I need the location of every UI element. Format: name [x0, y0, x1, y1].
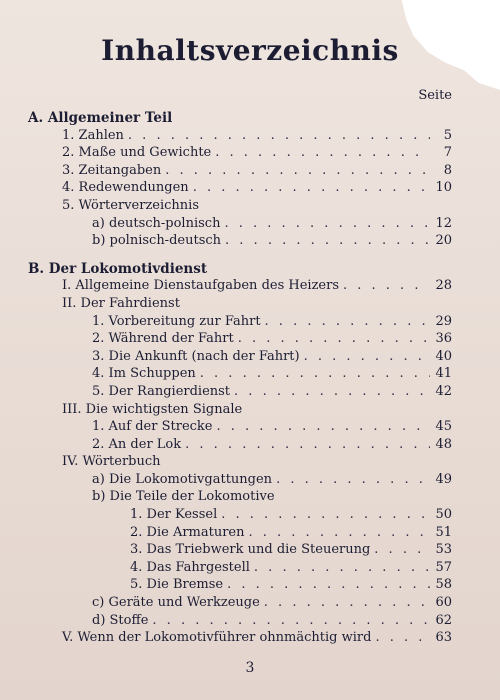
dot-leader	[215, 145, 430, 160]
toc-entry	[28, 437, 452, 455]
dot-leader	[254, 560, 430, 575]
toc-entry-label: a) Die Lokomotivgattungen	[92, 471, 273, 487]
page-number: 3	[245, 660, 255, 676]
toc-entry	[28, 331, 452, 349]
toc-entry	[28, 489, 452, 507]
toc-entry-page: 29	[435, 313, 452, 329]
toc-entry	[28, 314, 452, 332]
dot-leader	[276, 472, 430, 487]
toc-entry-label: 2. Die Armaturen	[130, 524, 245, 540]
toc-entry	[28, 419, 452, 437]
toc-entry	[28, 507, 452, 525]
toc-entry	[28, 472, 452, 490]
toc-entry-page: 41	[435, 366, 452, 382]
dot-leader	[225, 233, 430, 248]
toc-entry-page: 28	[435, 278, 452, 294]
dot-leader	[152, 613, 430, 628]
page-title: Inhaltsverzeichnis	[101, 34, 399, 67]
dot-leader	[128, 128, 430, 143]
toc-entry	[28, 216, 452, 234]
toc-entry-label: 3. Zeitangaben	[62, 162, 162, 178]
toc-entry-page: 48	[435, 436, 452, 452]
toc-entry-page: 49	[435, 471, 452, 487]
dot-leader	[238, 331, 430, 346]
toc-entry-label: 2. Während der Fahrt	[92, 331, 234, 347]
toc-entry-page: 10	[435, 180, 452, 196]
dot-leader	[200, 366, 430, 381]
toc-entry-page: 63	[435, 630, 452, 646]
toc-entry	[28, 296, 452, 314]
toc-entry-label: 3. Das Triebwerk und die Steuerung	[130, 542, 371, 558]
toc-entry-label: b) polnisch-deutsch	[92, 233, 222, 249]
dot-leader	[185, 437, 430, 452]
toc-entry-label: 1. Der Kessel	[130, 507, 218, 523]
dot-leader	[304, 349, 430, 364]
toc-entry-label: 4. Im Schuppen	[92, 366, 196, 382]
toc-entry	[28, 198, 452, 216]
toc-entry-label: 1. Vorbereitung zur Fahrt	[92, 313, 261, 329]
dot-leader	[227, 577, 430, 592]
dot-leader	[234, 384, 430, 399]
toc-entry-page: 50	[435, 507, 452, 523]
toc-entry-label: B. Der Lokomotivdienst	[28, 260, 208, 277]
toc-entry-label: 5. Wörterverzeichnis	[62, 197, 199, 213]
toc-entry-page: 58	[435, 577, 452, 593]
toc-entry-page: 45	[435, 419, 452, 435]
dot-leader	[264, 595, 430, 610]
dot-leader	[221, 507, 430, 522]
toc-entry-label: 2. Maße und Gewichte	[62, 145, 212, 161]
table-of-contents	[28, 110, 452, 648]
dot-leader	[165, 163, 430, 178]
toc-entry	[28, 278, 452, 296]
toc-entry	[28, 595, 452, 613]
dot-leader	[343, 278, 430, 293]
toc-entry-page: 51	[435, 524, 452, 540]
toc-entry	[28, 233, 452, 251]
dot-leader	[217, 419, 431, 434]
toc-entry-label: 1. Zahlen	[62, 127, 124, 143]
toc-entry-label: 5. Die Bremse	[130, 577, 224, 593]
toc-entry-label: III. Die wichtigsten Signale	[62, 401, 243, 417]
toc-entry	[28, 145, 452, 163]
dot-leader	[374, 542, 430, 557]
toc-entry-label: d) Stoffe	[92, 612, 149, 628]
toc-entry-label: I. Allgemeine Dienstaufgaben des Heizers	[62, 278, 339, 294]
dot-leader	[375, 630, 430, 645]
toc-entry-page: 7	[443, 145, 452, 161]
toc-entry-label: II. Der Fahrdienst	[62, 295, 180, 311]
toc-entry-label: IV. Wörterbuch	[62, 454, 161, 470]
dot-leader	[265, 314, 430, 329]
toc-entry	[28, 542, 452, 560]
toc-entry	[28, 454, 452, 472]
dot-leader	[193, 180, 430, 195]
toc-entry	[28, 613, 452, 631]
toc-entry-page: 53	[435, 542, 452, 558]
toc-entry	[28, 349, 452, 367]
toc-entry-page: 20	[435, 233, 452, 249]
toc-entry-page: 60	[435, 595, 452, 611]
toc-entry-page: 12	[435, 215, 452, 231]
toc-entry	[28, 180, 452, 198]
toc-entry-label: 4. Redewendungen	[62, 180, 189, 196]
toc-section	[28, 261, 452, 279]
toc-section	[28, 110, 452, 128]
toc-entry	[28, 366, 452, 384]
toc-entry-label: 2. An der Lok	[92, 436, 182, 452]
toc-entry-page: 42	[435, 383, 452, 399]
toc-entry-page: 40	[435, 348, 452, 364]
toc-entry-label: 4. Das Fahrgestell	[130, 559, 250, 575]
toc-entry-label: b) Die Teile der Lokomotive	[92, 489, 275, 505]
toc-entry	[28, 384, 452, 402]
toc-entry-label: c) Geräte und Werkzeuge	[92, 595, 260, 611]
toc-entry-label: V. Wenn der Lokomotivführer ohnmächtig wird	[62, 630, 372, 646]
dot-leader	[224, 216, 430, 231]
page-column-header: Seite	[418, 88, 452, 103]
toc-entry	[28, 525, 452, 543]
toc-entry-page: 8	[443, 162, 452, 178]
toc-entry	[28, 163, 452, 181]
toc-entry-label: a) deutsch-polnisch	[92, 215, 221, 231]
toc-entry-label: A. Allgemeiner Teil	[28, 110, 173, 126]
toc-entry-label: 5. Der Rangierdienst	[92, 383, 231, 399]
toc-entry	[28, 128, 452, 146]
toc-entry-page: 36	[435, 331, 452, 347]
dot-leader	[249, 525, 431, 540]
toc-entry-page: 57	[435, 559, 452, 575]
toc-entry	[28, 402, 452, 420]
toc-entry	[28, 630, 452, 648]
toc-entry-page: 62	[435, 612, 452, 628]
toc-entry	[28, 577, 452, 595]
toc-entry-label: 3. Die Ankunft (nach der Fahrt)	[92, 348, 300, 364]
toc-entry	[28, 560, 452, 578]
toc-entry-page: 5	[443, 127, 452, 143]
toc-entry-label: 1. Auf der Strecke	[92, 419, 213, 435]
